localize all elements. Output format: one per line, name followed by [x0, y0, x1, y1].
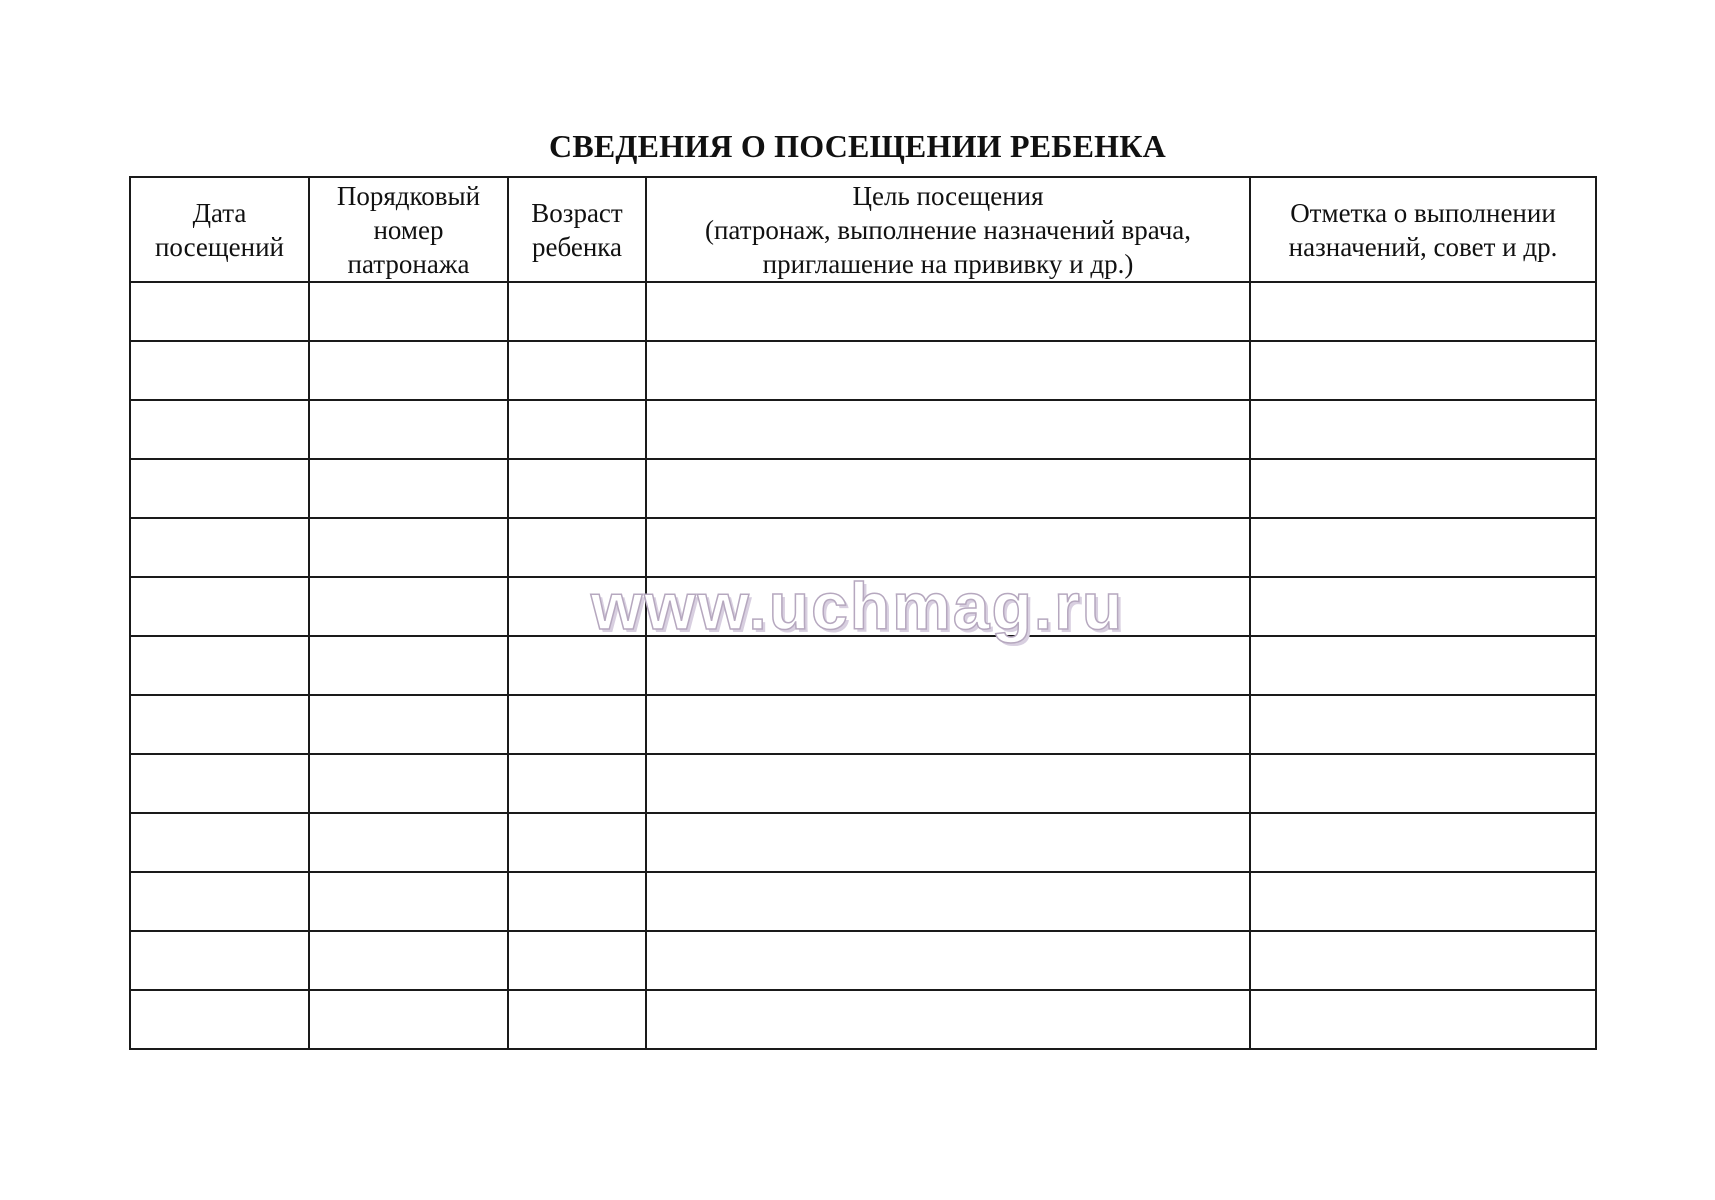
table-cell-number [309, 695, 508, 754]
table-cell-date [130, 754, 309, 813]
table-cell-purpose [646, 459, 1250, 518]
table-cell-age [508, 341, 646, 400]
table-row [130, 754, 1596, 813]
table-row [130, 400, 1596, 459]
table-cell-date [130, 282, 309, 341]
table-cell-purpose [646, 931, 1250, 990]
table-cell-number [309, 636, 508, 695]
table-cell-number [309, 459, 508, 518]
table-row [130, 990, 1596, 1049]
table-cell-number [309, 931, 508, 990]
table-cell-number [309, 282, 508, 341]
page-title: СВЕДЕНИЯ О ПОСЕЩЕНИИ РЕБЕНКА [549, 128, 1166, 164]
table-cell-note [1250, 872, 1596, 931]
table-cell-date [130, 990, 309, 1049]
table-cell-note [1250, 636, 1596, 695]
table-cell-purpose [646, 813, 1250, 872]
table-cell-purpose [646, 341, 1250, 400]
table-cell-purpose [646, 400, 1250, 459]
table-cell-note [1250, 695, 1596, 754]
table-cell-purpose [646, 872, 1250, 931]
table-cell-age [508, 872, 646, 931]
table-cell-note [1250, 754, 1596, 813]
table-cell-purpose [646, 754, 1250, 813]
table-cell-note [1250, 282, 1596, 341]
column-header-age: Возраст ребенка [508, 177, 646, 282]
table-row [130, 872, 1596, 931]
column-header-number: Порядковый номер патронажа [309, 177, 508, 282]
table-header-row [130, 177, 1596, 282]
table-cell-date [130, 341, 309, 400]
table-cell-purpose [646, 695, 1250, 754]
table-cell-note [1250, 341, 1596, 400]
column-header-note: Отметка о выполнении назначений, совет и др. [1250, 177, 1596, 282]
table-cell-note [1250, 813, 1596, 872]
table-cell-note [1250, 931, 1596, 990]
table-row [130, 931, 1596, 990]
table-cell-number [309, 400, 508, 459]
table-row [130, 636, 1596, 695]
table-cell-number [309, 341, 508, 400]
table-cell-age [508, 636, 646, 695]
table-cell-date [130, 931, 309, 990]
table-cell-age [508, 931, 646, 990]
column-header-purpose: Цель посещения (патронаж, выполнение назначений врача, приглашение на прививку и др.) [646, 177, 1250, 282]
table-cell-purpose [646, 990, 1250, 1049]
table-cell-age [508, 459, 646, 518]
table-row [130, 282, 1596, 341]
table-cell-date [130, 872, 309, 931]
table-cell-date [130, 813, 309, 872]
table-cell-date [130, 400, 309, 459]
table-row [130, 341, 1596, 400]
table-cell-age [508, 990, 646, 1049]
table-cell-date [130, 695, 309, 754]
table-cell-date [130, 636, 309, 695]
table-cell-number [309, 990, 508, 1049]
watermark: www.uchmag.ru [590, 569, 1125, 643]
table-cell-purpose [646, 636, 1250, 695]
table-cell-note [1250, 990, 1596, 1049]
table-row [130, 813, 1596, 872]
table-body [130, 282, 1596, 1049]
table-cell-date [130, 459, 309, 518]
table-cell-note [1250, 400, 1596, 459]
table-cell-age [508, 400, 646, 459]
table-cell-age [508, 695, 646, 754]
column-header-date: Дата посещений [130, 177, 309, 282]
table-cell-number [309, 813, 508, 872]
table-row [130, 695, 1596, 754]
table-cell-age [508, 813, 646, 872]
table-cell-number [309, 872, 508, 931]
table-row [130, 459, 1596, 518]
table-cell-age [508, 282, 646, 341]
table-cell-age [508, 754, 646, 813]
table-cell-note [1250, 459, 1596, 518]
table-cell-purpose [646, 282, 1250, 341]
table-cell-number [309, 754, 508, 813]
